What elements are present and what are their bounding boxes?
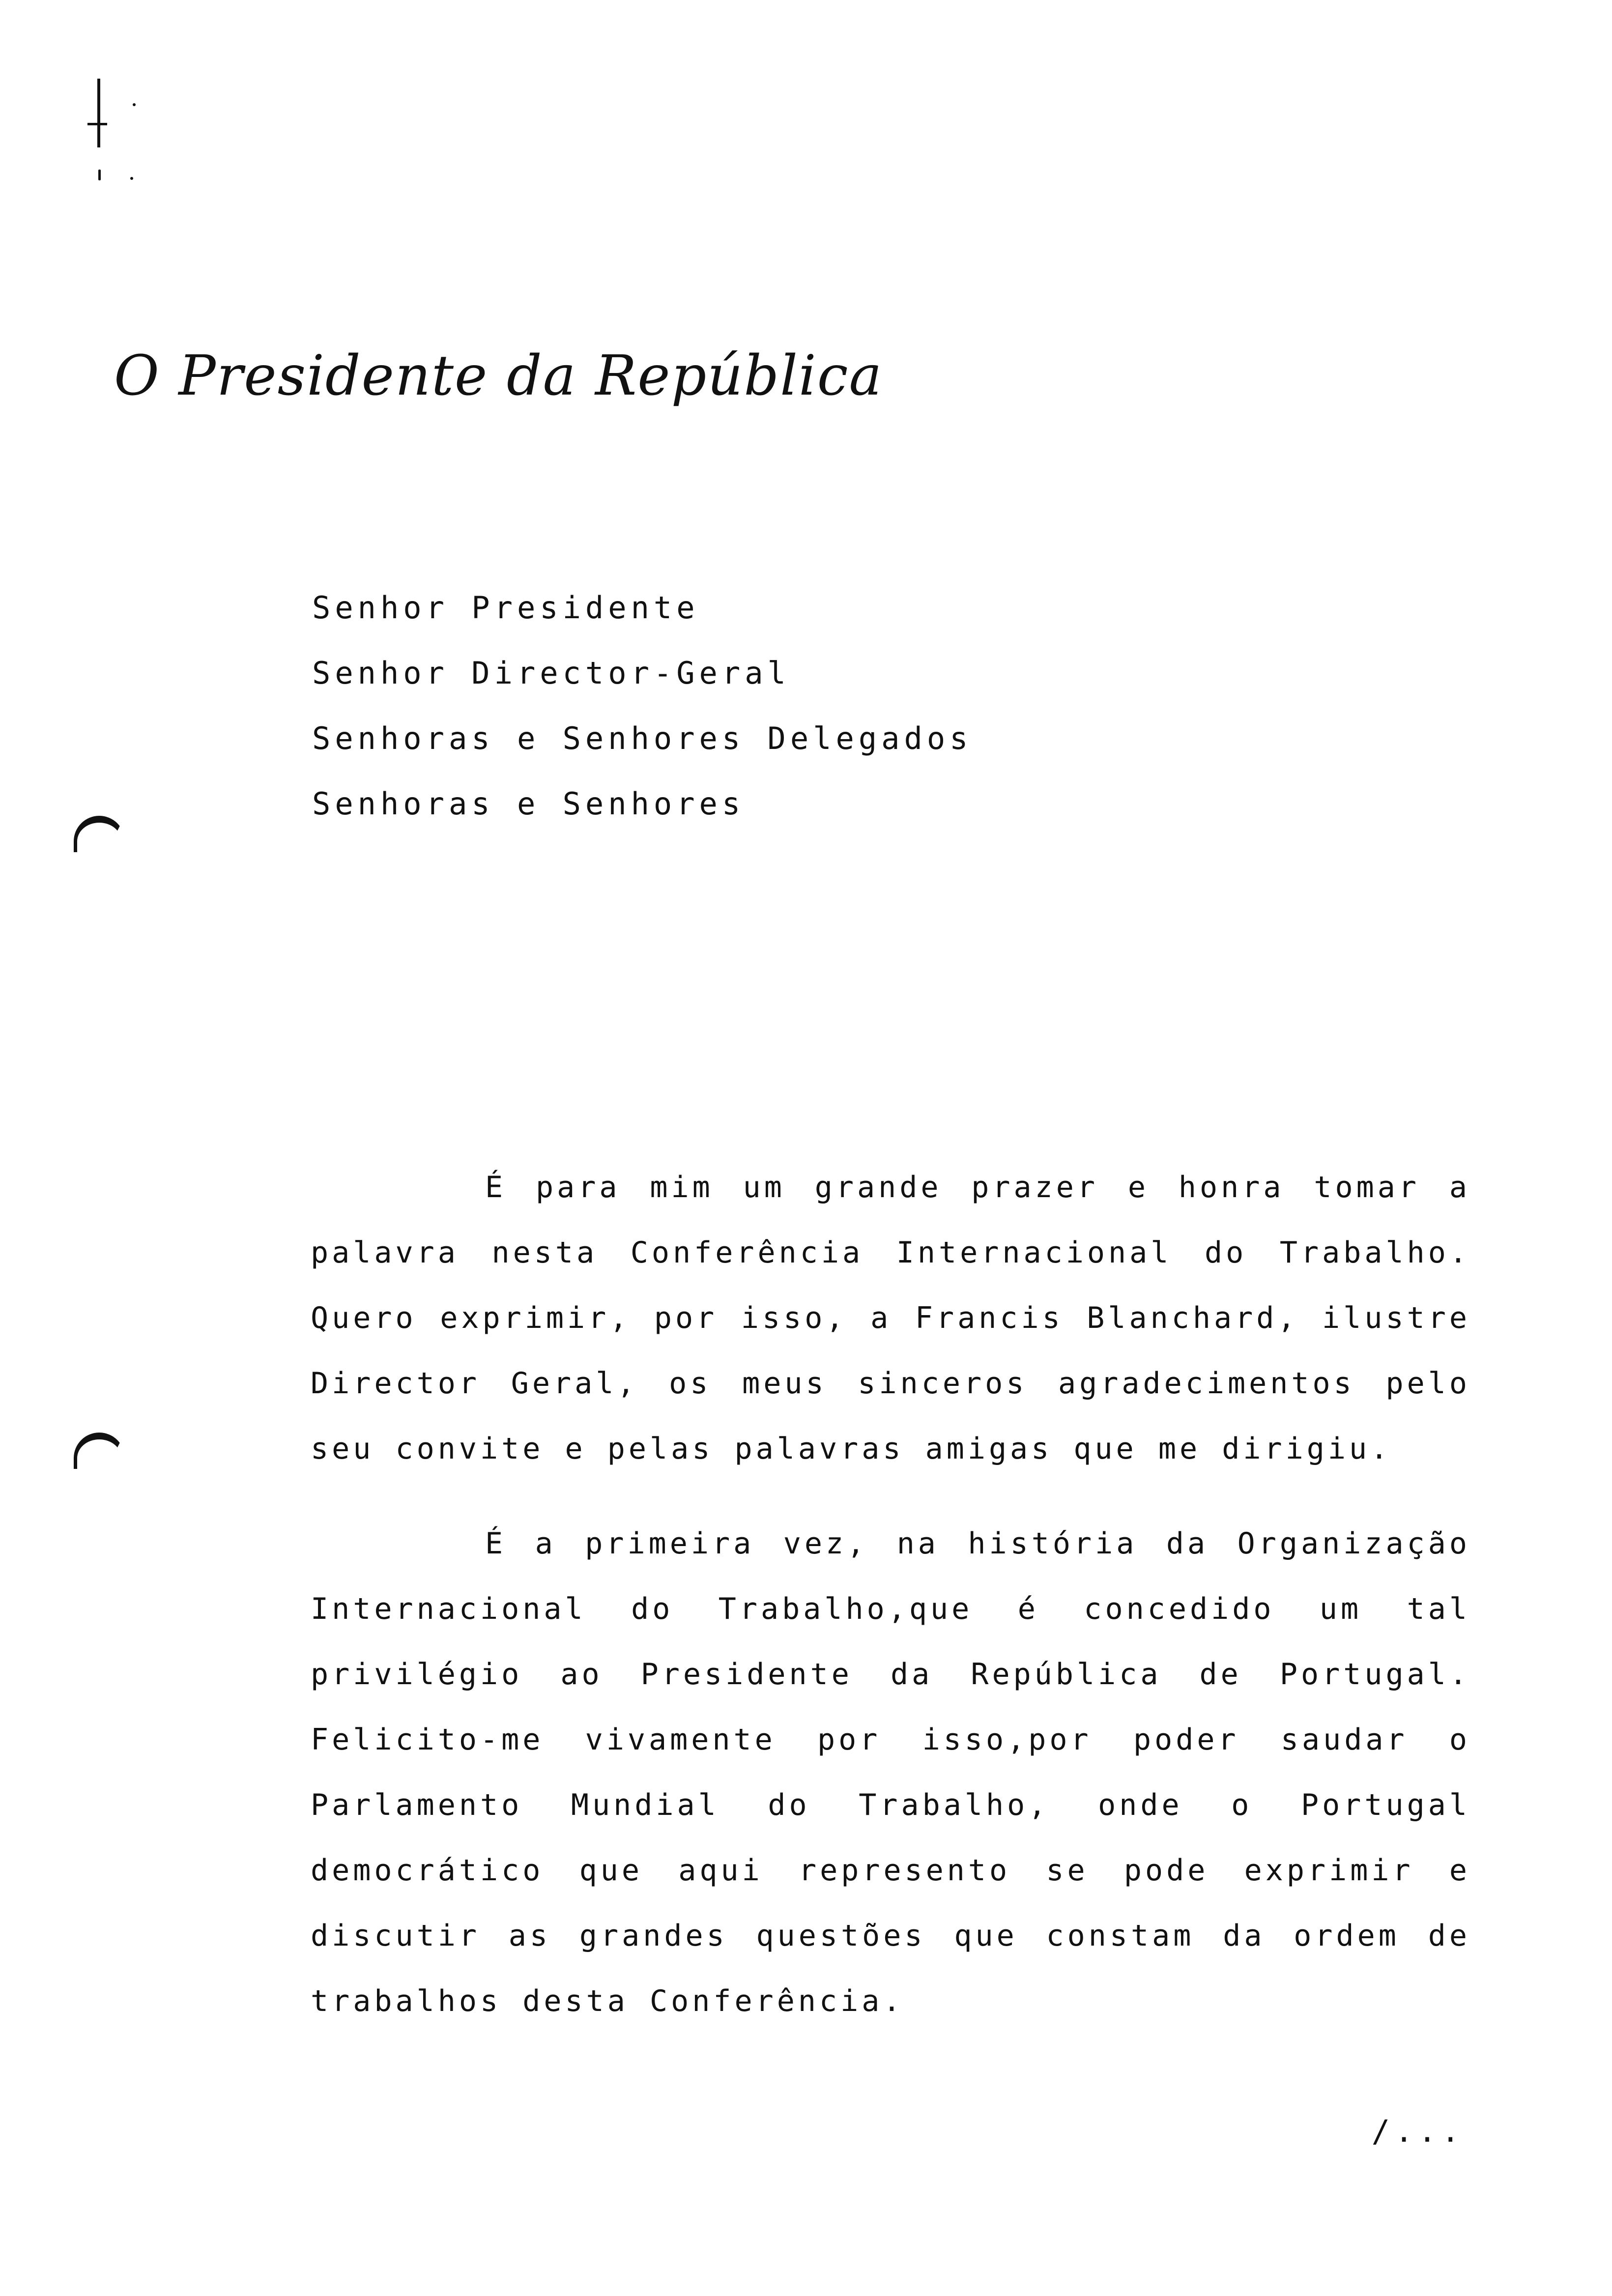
scan-speck — [133, 103, 136, 106]
salutation-line: Senhor Director-Geral — [312, 655, 790, 691]
salutation-line: Senhoras e Senhores Delegados — [312, 720, 973, 756]
letterhead-title: O Presidente da República — [114, 344, 883, 408]
body-paragraph — [311, 1155, 1470, 1482]
salutation-line: Senhor Presidente — [312, 590, 699, 626]
body-paragraph — [311, 1511, 1470, 2034]
scan-speck — [98, 170, 101, 180]
punch-hole-mark — [74, 816, 125, 852]
staple-mark — [97, 79, 100, 147]
paragraph-text: É a primeira vez, na história da Organização Internacional do Trabalho,que é concedido um tal privilégio ao Presidente da República de Portugal. Felicito-me vivamente por isso,por poder saudar o Parlamento Mundial do Trabalho, onde o Portugal democrático que aqui represento se pode exprimir e discutir as grandes questões que constam da ordem de trabalhos desta Conferência. — [311, 1526, 1470, 2018]
punch-hole-mark — [74, 1433, 125, 1469]
salutation-line: Senhoras e Senhores — [312, 786, 745, 822]
staple-mark-cross — [87, 123, 107, 125]
scan-speck — [130, 177, 133, 180]
page-continuation-mark: /... — [1371, 2113, 1465, 2149]
paragraph-text: É para mim um grande prazer e honra tomar a palavra nesta Conferência Internacional do Trabalho. Quero exprimir, por isso, a Francis Blanchard, ilustre Director Geral, os meus sinceros agradecimentos pelo seu convite e pelas palavras amigas que me dirigiu. — [311, 1170, 1470, 1466]
salutation-block — [312, 575, 973, 836]
